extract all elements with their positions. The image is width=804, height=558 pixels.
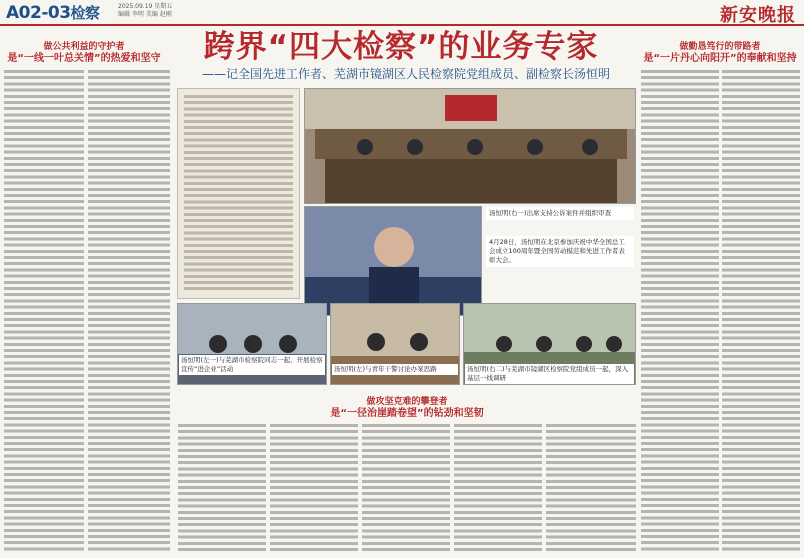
portrait-image <box>305 207 482 316</box>
caption-courtroom: 汤恒明(右一)出席支持公诉案件并组织审查 <box>486 207 634 220</box>
bottom-text-col-1 <box>178 424 266 552</box>
bottom-story-title <box>178 396 636 420</box>
right-story-title <box>640 41 800 65</box>
main-deck: ——记全国先进工作者、芜湖市镜湖区人民检察院党组成员、副检察长汤恒明 <box>201 67 610 81</box>
main-headline: 跨界“四大检察”的业务专家 <box>203 29 599 65</box>
page-code <box>6 2 100 23</box>
right-text-col-2 <box>722 70 800 552</box>
photo-courtroom <box>304 88 636 204</box>
caption-enterprise: 汤恒明(左一)与芜湖市检察院同志一起，开展检察宣传“进企业”活动 <box>179 355 325 375</box>
bottom-text-col-3 <box>362 424 450 552</box>
issue-editors: 编辑 李明 美编 赵刚 <box>118 11 172 18</box>
left-text-col-2 <box>88 70 170 552</box>
bottom-story-title-line2: 是“一径治崖踏卷望”的钻劲和坚韧 <box>330 408 484 419</box>
left-story-title-line1: 做公共利益的守护者 <box>43 42 125 52</box>
bottom-text-col-5 <box>546 424 636 552</box>
left-text-col-1 <box>4 70 84 552</box>
caption-grassroots: 汤恒明(右二)与芜湖市镜湖区检察院党组成员一起，深入基层一线调研 <box>465 364 634 384</box>
issue-meta <box>118 3 172 19</box>
courtroom-image <box>305 89 636 204</box>
left-story-title <box>4 41 164 65</box>
issue-date: 2025.09.19 星期五 <box>118 3 173 10</box>
bottom-text-col-4 <box>454 424 542 552</box>
bottom-text-col-2 <box>270 424 358 552</box>
right-text-col-1 <box>641 70 719 552</box>
left-story-title-line2: 是“一线一叶总关情”的热爱和坚守 <box>7 53 161 64</box>
caption-meeting: 4月28日，汤恒明在北京参加庆祝中华全国总工会成立100周年暨全国劳动模范和先进工作者表彰大会。 <box>486 236 634 267</box>
intro-box <box>177 88 300 299</box>
masthead <box>0 0 804 26</box>
bottom-story-title-line1: 做攻坚克难的攀登者 <box>366 397 448 407</box>
photo-portrait <box>304 206 482 316</box>
right-story-title-line1: 做勤恳笃行的带路者 <box>679 42 761 52</box>
section-name: 检察 <box>70 4 100 22</box>
right-story-title-line2: 是“一片丹心向阳开”的奉献和坚持 <box>643 53 797 64</box>
newspaper-logo: 新安晚报 <box>720 5 796 26</box>
caption-discussion: 汤恒明(左)与青年干警讨论办案思路 <box>332 364 458 375</box>
page-number: A02-03 <box>6 3 71 23</box>
